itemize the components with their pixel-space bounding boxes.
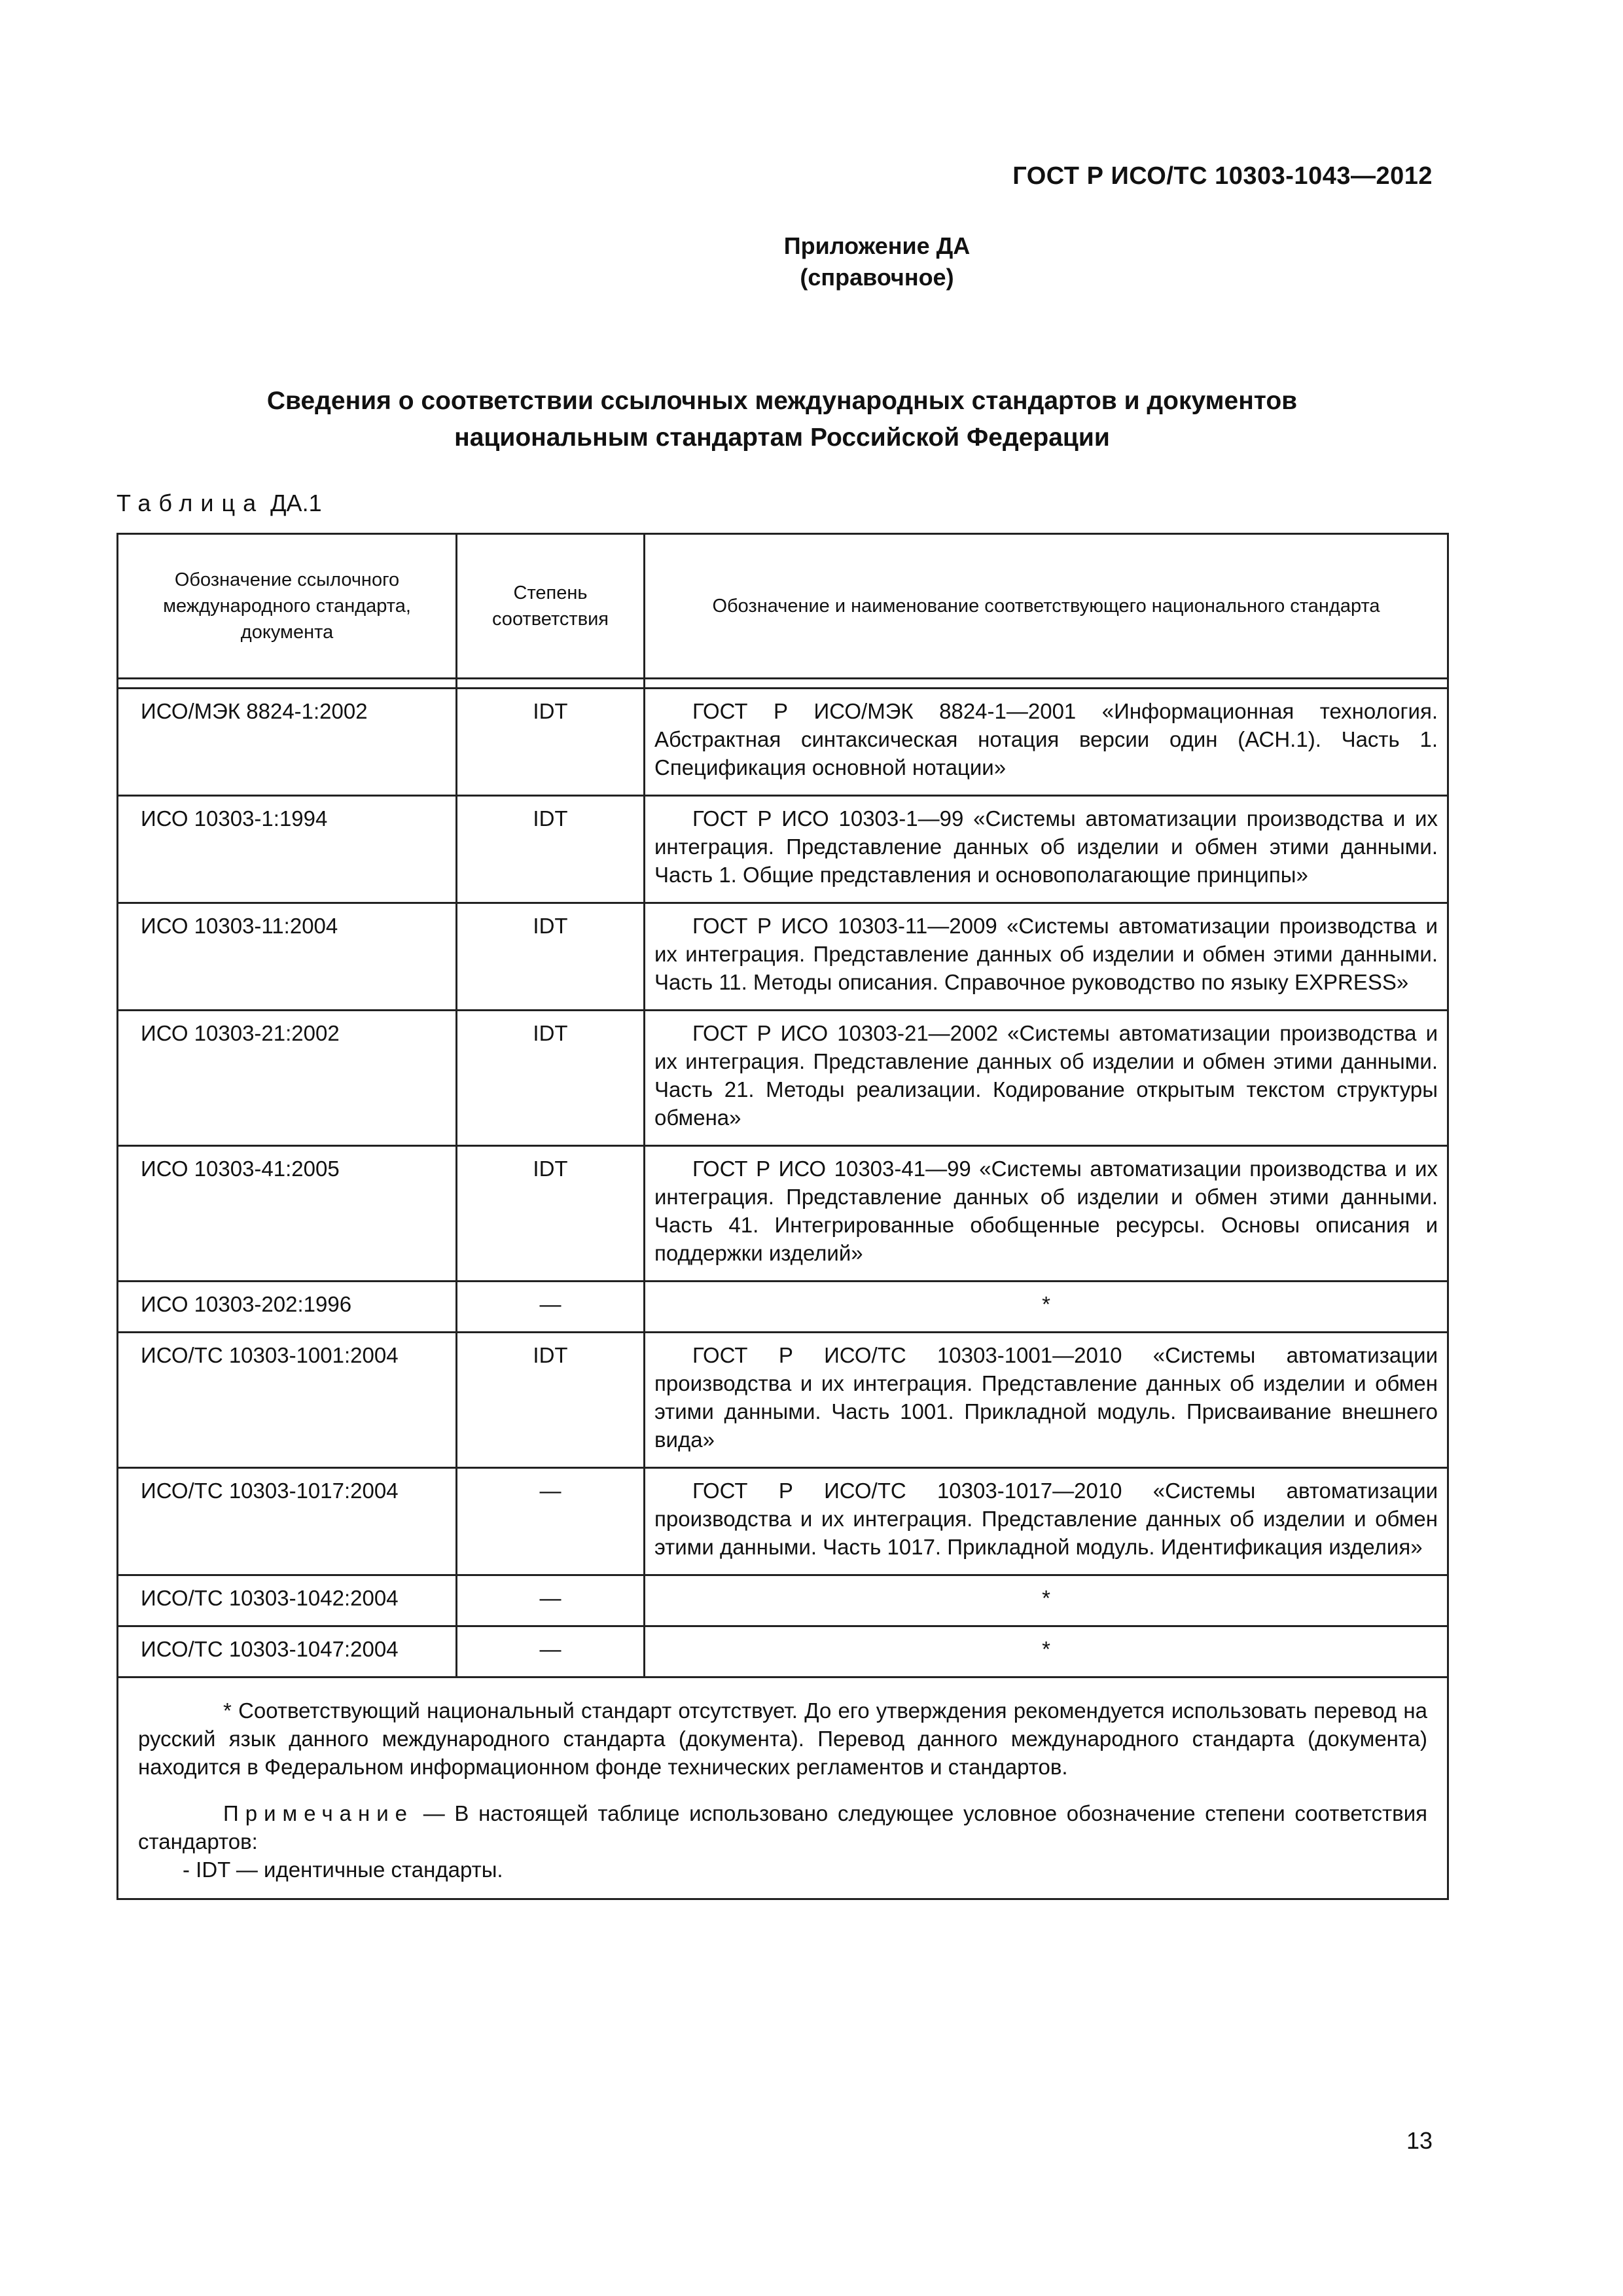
table-row xyxy=(118,1626,1448,1677)
appendix-title: Приложение ДА xyxy=(783,232,971,259)
reference-cell: ИСО/ТС 10303-1017:2004 xyxy=(118,1468,457,1575)
reference-cell: ИСО 10303-1:1994 xyxy=(118,796,457,903)
degree-cell: — xyxy=(457,1282,645,1333)
page-title-line-2: национальным стандартам Российской Федерации xyxy=(454,423,1110,452)
degree-cell: — xyxy=(457,1575,645,1626)
degree-cell: — xyxy=(457,1468,645,1575)
header-separator-cell-3 xyxy=(645,679,1448,689)
header-separator-cell-1 xyxy=(118,679,457,689)
column-header-national: Обозначение и наименование соответствующего национального стандарта xyxy=(645,534,1448,679)
reference-cell: ИСО 10303-21:2002 xyxy=(118,1011,457,1146)
reference-cell: ИСО 10303-11:2004 xyxy=(118,903,457,1011)
header-separator-cell-2 xyxy=(457,679,645,689)
national-standard-text: ГОСТ Р ИСО/МЭК 8824-1—2001 «Информационная технология. Абстрактная синтаксическая нотация версии один (АСН.1). Часть 1. Спецификация основной нотации» xyxy=(654,699,1438,780)
table-label-number: ДА.1 xyxy=(270,490,322,516)
table-row xyxy=(118,1011,1448,1146)
national-standard-cell: * xyxy=(645,1626,1448,1677)
national-standard-text: ГОСТ Р ИСО/ТС 10303-1001—2010 «Системы автоматизации производства и их интеграция. Представление данных об изделии и обмен этими данными. Часть 1001. Прикладной модуль. Присваивание внешнего вида» xyxy=(654,1343,1438,1452)
degree-cell: IDT xyxy=(457,1011,645,1146)
reference-cell: ИСО/МЭК 8824-1:2002 xyxy=(118,689,457,796)
table-row xyxy=(118,903,1448,1011)
national-standard-text: ГОСТ Р ИСО 10303-1—99 «Системы автоматизации производства и их интеграция. Представление данных об изделии и обмен этими данными. Часть 1. Общие представления и основополагающие принципы» xyxy=(654,806,1438,887)
page-number: 13 xyxy=(1406,2127,1433,2154)
national-standard-cell xyxy=(645,796,1448,903)
degree-cell: IDT xyxy=(457,1146,645,1282)
reference-cell: ИСО/ТС 10303-1042:2004 xyxy=(118,1575,457,1626)
table-row xyxy=(118,796,1448,903)
table-label xyxy=(116,490,322,517)
note-label: Примечание xyxy=(223,1801,414,1825)
table-row xyxy=(118,1146,1448,1282)
column-header-reference: Обозначение ссылочного международного стандарта, документа xyxy=(118,534,457,679)
header-separator xyxy=(118,679,1448,689)
national-standard-cell xyxy=(645,1146,1448,1282)
table-header-row xyxy=(118,534,1448,679)
table-footer-row xyxy=(118,1677,1448,1899)
degree-cell: IDT xyxy=(457,796,645,903)
note-text: — В настоящей таблице использовано следующее условное обозначение степени соответствия стандартов: xyxy=(138,1801,1427,1854)
table-row xyxy=(118,689,1448,796)
national-standard-text: ГОСТ Р ИСО 10303-21—2002 «Системы автоматизации производства и их интеграция. Представление данных об изделии и обмен этими данными. Часть 21. Методы реализации. Кодирование открытым текстом структуры обмена» xyxy=(654,1021,1438,1130)
note-item: - IDT — идентичные стандарты. xyxy=(183,1857,503,1882)
document-code: ГОСТ Р ИСО/ТС 10303-1043—2012 xyxy=(1012,162,1433,190)
degree-cell: IDT xyxy=(457,903,645,1011)
table-row xyxy=(118,1333,1448,1468)
reference-cell: ИСО/ТС 10303-1047:2004 xyxy=(118,1626,457,1677)
national-standard-text: ГОСТ Р ИСО 10303-11—2009 «Системы автоматизации производства и их интеграция. Представление данных об изделии и обмен этими данными. Часть 11. Методы описания. Справочное руководство по языку EXPRESS» xyxy=(654,914,1438,994)
correspondence-table xyxy=(116,533,1449,1900)
national-standard-cell xyxy=(645,903,1448,1011)
national-standard-text: ГОСТ Р ИСО/ТС 10303-1017—2010 «Системы автоматизации производства и их интеграция. Представление данных об изделии и обмен этими данными. Часть 1017. Прикладной модуль. Идентификация изделия» xyxy=(654,1479,1438,1559)
reference-cell: ИСО 10303-202:1996 xyxy=(118,1282,457,1333)
national-standard-cell xyxy=(645,1333,1448,1468)
degree-cell: IDT xyxy=(457,689,645,796)
table-label-word: Таблица xyxy=(116,490,264,516)
table-footer xyxy=(118,1677,1448,1899)
page-title-line-1: Сведения о соответствии ссылочных международных стандартов и документов xyxy=(266,387,1298,415)
column-header-degree: Степень соответствия xyxy=(457,534,645,679)
appendix-heading xyxy=(0,230,1623,293)
table-row xyxy=(118,1575,1448,1626)
degree-cell: IDT xyxy=(457,1333,645,1468)
national-standard-cell xyxy=(645,1011,1448,1146)
national-standard-cell xyxy=(645,1468,1448,1575)
national-standard-cell: * xyxy=(645,1282,1448,1333)
reference-cell: ИСО 10303-41:2005 xyxy=(118,1146,457,1282)
table-footnote: * Соответствующий национальный стандарт отсутствует. До его утверждения рекомендуется использовать перевод на русский язык данного международного стандарта (документа). Перевод данного международного стандарта (документа) находится в Федеральном информационном фонде технических регламентов и стандартов. xyxy=(138,1698,1427,1779)
table-row xyxy=(118,1468,1448,1575)
appendix-type: (справочное) xyxy=(800,264,954,291)
national-standard-cell xyxy=(645,689,1448,796)
national-standard-cell: * xyxy=(645,1575,1448,1626)
degree-cell: — xyxy=(457,1626,645,1677)
reference-cell: ИСО/ТС 10303-1001:2004 xyxy=(118,1333,457,1468)
table-row xyxy=(118,1282,1448,1333)
national-standard-text: ГОСТ Р ИСО 10303-41—99 «Системы автоматизации производства и их интеграция. Представление данных об изделии и обмен этими данными. Часть 41. Интегрированные обобщенные ресурсы. Основы описания и поддержки изделий» xyxy=(654,1157,1438,1265)
table-note xyxy=(138,1799,1427,1856)
page-title xyxy=(118,383,1446,456)
